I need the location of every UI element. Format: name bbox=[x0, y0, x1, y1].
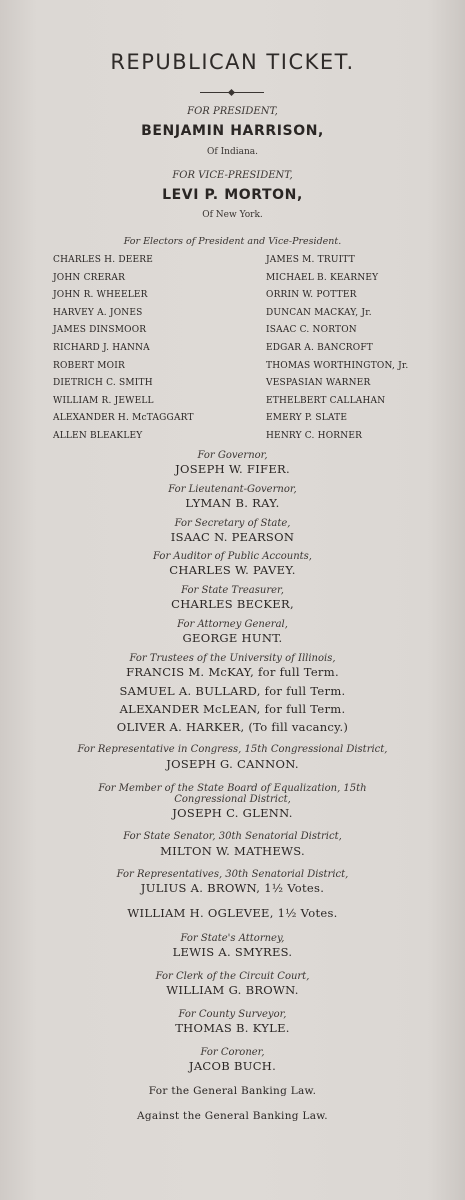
office-states-attorney: For State's Attorney, bbox=[180, 933, 285, 944]
candidate-secretary-of-state: ISAAC N. PEARSON bbox=[170, 530, 295, 544]
office-governor: For Governor, bbox=[197, 450, 268, 461]
office-equalization-line2: Congressional District, bbox=[174, 794, 291, 805]
elector-name: EMERY P. SLATE bbox=[266, 413, 348, 424]
candidate-trustee: SAMUEL A. BULLARD, for full Term. bbox=[119, 684, 346, 698]
office-attorney-general: For Attorney General, bbox=[177, 619, 288, 630]
elector-name: WILLIAM R. JEWELL bbox=[53, 395, 154, 406]
candidate-governor: JOSEPH W. FIFER. bbox=[175, 462, 290, 476]
office-equalization-line1: For Member of the State Board of Equalization, 15th bbox=[98, 783, 367, 794]
office-treasurer: For State Treasurer, bbox=[181, 585, 284, 596]
candidate-congress: JOSEPH G. CANNON. bbox=[166, 757, 299, 771]
electors-heading: For Electors of President and Vice-President. bbox=[123, 236, 342, 247]
office-trustees: For Trustees of the University of Illinois, bbox=[129, 653, 336, 664]
elector-name: ALLEN BLEAKLEY bbox=[53, 430, 143, 441]
elector-name: ALEXANDER H. McTAGGART bbox=[53, 413, 194, 424]
elector-name: ORRIN W. POTTER bbox=[266, 290, 357, 301]
vice-president-state: Of New York. bbox=[202, 210, 263, 220]
electors-right-column bbox=[266, 254, 408, 448]
title-ornament bbox=[200, 90, 264, 96]
office-circuit-clerk: For Clerk of the Circuit Court, bbox=[155, 971, 310, 982]
elector-name: JOHN R. WHEELER bbox=[53, 290, 148, 301]
candidate-county-surveyor: THOMAS B. KYLE. bbox=[175, 1021, 290, 1035]
elector-name: HENRY C. HORNER bbox=[266, 430, 363, 441]
elector-name: MICHAEL B. KEARNEY bbox=[266, 272, 379, 283]
elector-name: JAMES M. TRUITT bbox=[266, 255, 355, 265]
elector-name: THOMAS WORTHINGTON, Jr. bbox=[266, 360, 409, 371]
president-name: BENJAMIN HARRISON, bbox=[141, 123, 324, 139]
candidate-states-attorney: LEWIS A. SMYRES. bbox=[172, 945, 293, 959]
office-congress: For Representative in Congress, 15th Congressional District, bbox=[77, 744, 388, 755]
office-lt-governor: For Lieutenant-Governor, bbox=[168, 484, 297, 495]
elector-name: HARVEY A. JONES bbox=[53, 307, 143, 318]
candidate-trustee: OLIVER A. HARKER, (To fill vacancy.) bbox=[116, 720, 349, 734]
candidate-auditor: CHARLES W. PAVEY. bbox=[169, 563, 296, 577]
candidate-state-senator: MILTON W. MATHEWS. bbox=[160, 844, 305, 858]
candidate-equalization: JOSEPH C. GLENN. bbox=[172, 806, 293, 820]
candidate-representative: WILLIAM H. OGLEVEE, 1½ Votes. bbox=[127, 906, 338, 920]
office-representatives: For Representatives, 30th Senatorial District, bbox=[116, 869, 349, 880]
office-state-senator: For State Senator, 30th Senatorial District, bbox=[123, 831, 342, 842]
elector-name: ISAAC C. NORTON bbox=[266, 325, 357, 336]
president-heading: FOR PRESIDENT, bbox=[187, 106, 278, 117]
office-county-surveyor: For County Surveyor, bbox=[178, 1009, 287, 1020]
elector-name: VESPASIAN WARNER bbox=[266, 378, 371, 389]
electors-left-column bbox=[53, 254, 194, 448]
office-coroner: For Coroner, bbox=[200, 1047, 265, 1058]
elector-name: DUNCAN MACKAY, Jr. bbox=[266, 307, 372, 318]
ornament-diamond bbox=[228, 89, 235, 96]
office-secretary-of-state: For Secretary of State, bbox=[174, 518, 291, 529]
elector-name: JOHN CRERAR bbox=[53, 272, 126, 283]
vice-president-name: LEVI P. MORTON, bbox=[162, 187, 303, 203]
elector-name: EDGAR A. BANCROFT bbox=[266, 342, 374, 353]
president-state: Of Indiana. bbox=[207, 147, 258, 157]
elector-name: JAMES DINSMOOR bbox=[53, 325, 147, 336]
candidate-attorney-general: GEORGE HUNT. bbox=[182, 631, 283, 645]
candidate-trustee: FRANCIS M. McKAY, for full Term. bbox=[126, 665, 339, 679]
ticket-title: REPUBLICAN TICKET. bbox=[110, 50, 355, 74]
vice-president-heading: FOR VICE-PRESIDENT, bbox=[172, 170, 293, 181]
candidate-lt-governor: LYMAN B. RAY. bbox=[185, 496, 280, 510]
elector-name: CHARLES H. DEERE bbox=[53, 255, 154, 265]
elector-name: DIETRICH C. SMITH bbox=[53, 378, 153, 389]
banking-law-against: Against the General Banking Law. bbox=[137, 1110, 328, 1122]
elector-name: ROBERT MOIR bbox=[53, 360, 125, 371]
candidate-treasurer: CHARLES BECKER, bbox=[171, 597, 294, 611]
office-auditor: For Auditor of Public Accounts, bbox=[153, 551, 312, 562]
candidate-representative: JULIUS A. BROWN, 1½ Votes. bbox=[140, 881, 325, 895]
candidate-coroner: JACOB BUCH. bbox=[188, 1059, 277, 1073]
candidate-circuit-clerk: WILLIAM G. BROWN. bbox=[166, 983, 299, 997]
elector-name: RICHARD J. HANNA bbox=[53, 342, 150, 353]
banking-law-for: For the General Banking Law. bbox=[148, 1085, 317, 1097]
candidate-trustee: ALEXANDER McLEAN, for full Term. bbox=[119, 702, 346, 716]
elector-name: ETHELBERT CALLAHAN bbox=[266, 395, 386, 406]
